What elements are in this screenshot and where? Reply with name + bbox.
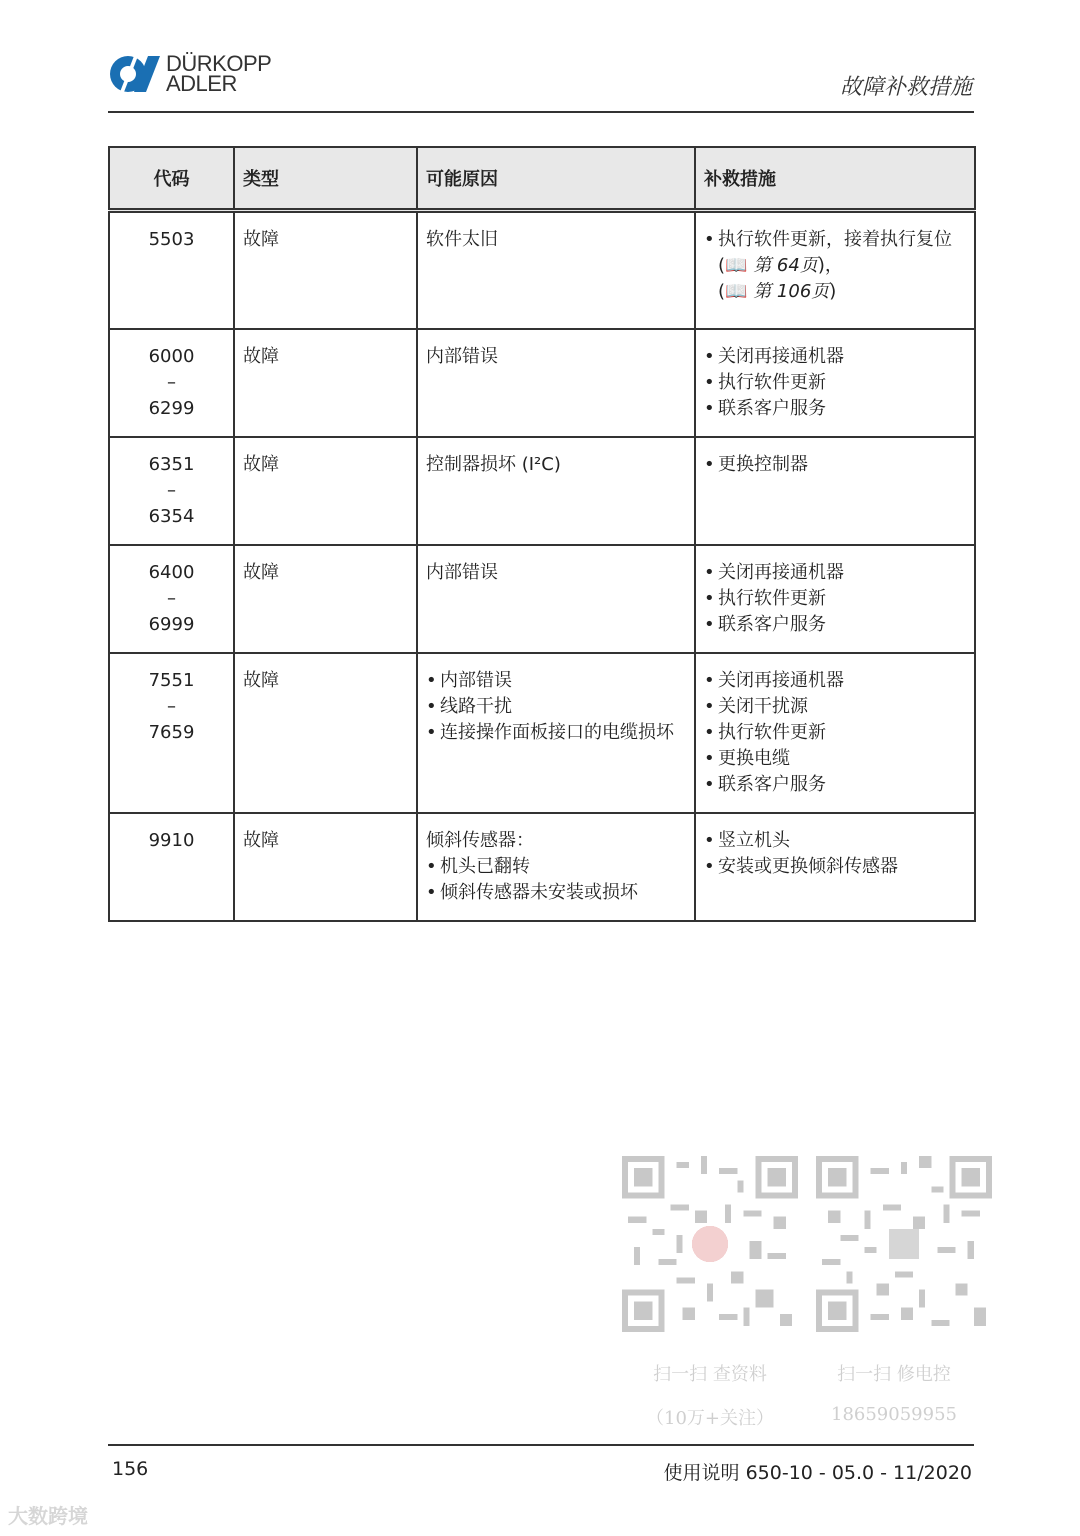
cause-list — [426, 854, 686, 906]
list-item — [704, 227, 966, 305]
code-dash: – — [167, 479, 176, 501]
remedy-text-mid: )， — [817, 255, 843, 276]
list-item: • 倾斜传感器未安装或损坏 — [426, 880, 686, 906]
cell-type: 故障 — [234, 437, 417, 545]
list-item: • 关闭再接通机器 — [704, 344, 966, 370]
error-code-table — [108, 146, 976, 922]
cell-code — [109, 545, 234, 653]
brand-logo-icon — [108, 52, 164, 96]
qr-code-left[interactable] — [622, 1156, 798, 1332]
code-dash: – — [167, 371, 176, 393]
watermark-text: 大数跨境 — [8, 1504, 88, 1528]
cause-list — [426, 668, 686, 746]
brand-logo — [108, 52, 308, 100]
code-dash: – — [167, 695, 176, 717]
cell-code — [109, 813, 234, 921]
list-item: • 机头已翻转 — [426, 854, 686, 880]
cell-cause: 内部错误 — [417, 329, 695, 437]
table-header-row — [109, 147, 975, 211]
remedy-list — [704, 227, 966, 305]
qr-left-caption-1: 扫一扫 查资料 — [653, 1364, 767, 1385]
cell-remedy — [695, 813, 975, 921]
book-icon: 📖 — [725, 281, 748, 302]
page-number: 156 — [112, 1458, 149, 1480]
code-end: 6299 — [148, 397, 195, 419]
code-value: 9910 — [148, 829, 195, 851]
table-row — [109, 653, 975, 813]
list-item: • 竖立机头 — [704, 828, 966, 854]
cell-cause — [417, 653, 695, 813]
remedy-text: 执行软件更新，接着执行复位 ( — [718, 229, 952, 276]
page-reference-link[interactable]: 第 64页 — [753, 255, 818, 276]
cell-cause: 软件太旧 — [417, 211, 695, 329]
table-row — [109, 545, 975, 653]
list-item: • 关闭再接通机器 — [704, 668, 966, 694]
cell-remedy — [695, 545, 975, 653]
list-item: • 执行软件更新 — [704, 720, 966, 746]
qr-right-caption-2: 18659059955 — [831, 1404, 957, 1425]
watermark — [8, 1500, 88, 1529]
table-row — [109, 329, 975, 437]
table-row — [109, 437, 975, 545]
column-header-cause: 可能原因 — [417, 147, 695, 211]
list-item: • 安装或更换倾斜传感器 — [704, 854, 966, 880]
section-title: 故障补救措施 — [839, 75, 972, 100]
column-header-type: 类型 — [234, 147, 417, 211]
code-dash: – — [167, 587, 176, 609]
logo-line-1: DÜRKOPP — [166, 51, 272, 76]
list-item: • 关闭干扰源 — [704, 694, 966, 720]
cell-cause: 控制器损坏 (I²C) — [417, 437, 695, 545]
cell-remedy — [695, 653, 975, 813]
table-row — [109, 813, 975, 921]
remedy-list — [704, 828, 966, 880]
cell-remedy — [695, 437, 975, 545]
footer-divider — [108, 1444, 974, 1446]
cause-intro: 倾斜传感器： — [426, 829, 534, 851]
list-item: • 连接操作面板接口的电缆损坏 — [426, 720, 686, 746]
remedy-list — [704, 560, 966, 638]
cell-type: 故障 — [234, 545, 417, 653]
book-icon: 📖 — [725, 255, 748, 276]
qr-code-icon — [622, 1156, 798, 1332]
table-row — [109, 211, 975, 329]
remedy-list — [704, 344, 966, 422]
logo-line-2: ADLER — [166, 71, 237, 96]
code-end: 7659 — [148, 721, 195, 743]
code-start: 6351 — [148, 453, 195, 475]
remedy-text-close: ) — [829, 281, 837, 302]
cell-type: 故障 — [234, 329, 417, 437]
qr-left-caption-2: （10万+关注） — [646, 1408, 774, 1429]
cell-code — [109, 329, 234, 437]
code-start: 7551 — [148, 669, 195, 691]
page-reference-link[interactable]: 第 106页 — [753, 281, 830, 302]
list-item: • 执行软件更新 — [704, 586, 966, 612]
remedy-text-open: ( — [718, 281, 726, 302]
cell-type: 故障 — [234, 653, 417, 813]
list-item: • 更换电缆 — [704, 746, 966, 772]
code-start: 6400 — [148, 561, 195, 583]
list-item: • 联系客户服务 — [704, 396, 966, 422]
code-value: 5503 — [148, 229, 195, 250]
column-header-code: 代码 — [109, 147, 234, 211]
list-item: • 联系客户服务 — [704, 612, 966, 638]
list-item: • 内部错误 — [426, 668, 686, 694]
list-item: • 执行软件更新 — [704, 370, 966, 396]
code-end: 6999 — [148, 613, 195, 635]
list-item: • 联系客户服务 — [704, 772, 966, 798]
cell-type: 故障 — [234, 813, 417, 921]
remedy-list — [704, 452, 966, 478]
cell-code — [109, 437, 234, 545]
brand-logo-text — [166, 51, 272, 96]
list-item: • 线路干扰 — [426, 694, 686, 720]
cell-code — [109, 653, 234, 813]
qr-right-caption-1: 扫一扫 修电控 — [837, 1364, 951, 1385]
cell-cause: 内部错误 — [417, 545, 695, 653]
cell-code — [109, 211, 234, 329]
code-end: 6354 — [148, 505, 195, 527]
cell-remedy — [695, 211, 975, 329]
list-item: • 关闭再接通机器 — [704, 560, 966, 586]
cell-remedy — [695, 329, 975, 437]
list-item: • 更换控制器 — [704, 452, 966, 478]
column-header-remedy: 补救措施 — [695, 147, 975, 211]
cell-cause — [417, 813, 695, 921]
remedy-list — [704, 668, 966, 798]
qr-code-right[interactable] — [816, 1156, 992, 1332]
code-start: 6000 — [148, 345, 195, 367]
qr-code-icon — [816, 1156, 992, 1332]
document-reference: 使用说明 650-10 - 05.0 - 11/2020 — [663, 1462, 972, 1484]
header-divider — [108, 111, 974, 113]
cell-type: 故障 — [234, 211, 417, 329]
